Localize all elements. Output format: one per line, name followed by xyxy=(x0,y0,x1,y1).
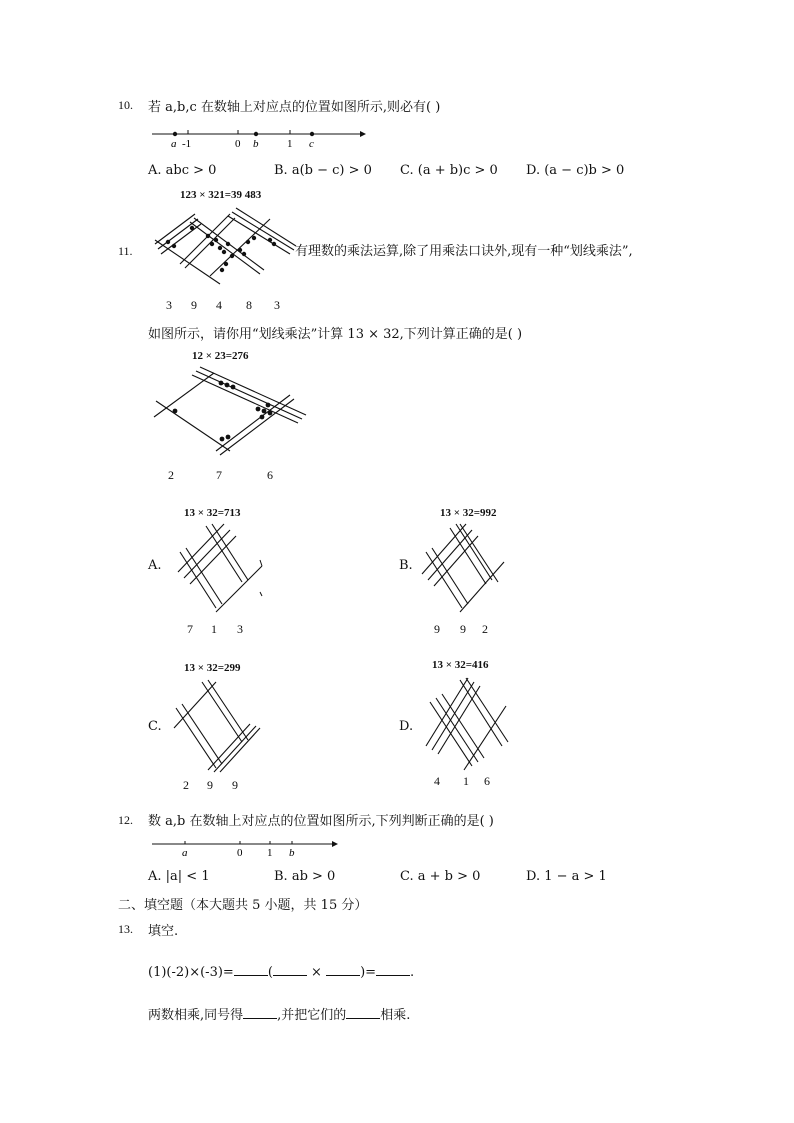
q11-demo-digit: 6 xyxy=(267,468,273,482)
q12-axis-label: 1 xyxy=(267,847,273,859)
q13-blank-3[interactable] xyxy=(326,963,360,976)
q12-option-c[interactable]: C. a + b > 0 xyxy=(400,869,481,884)
q11-stem-line1: 有理数的乘法运算,除了用乘法口诀外,现有一种“划线乘法”, xyxy=(295,244,633,259)
q13-number: 13. xyxy=(118,922,133,936)
q13-line1-text: (1)(-2)×(-3)= xyxy=(148,965,234,980)
q11-option-b-digit: 9 xyxy=(434,622,440,636)
q11-option-b-digit: 2 xyxy=(482,622,488,636)
q11-example-digit: 9 xyxy=(191,298,197,312)
q11-option-d-title: 13 × 32=416 xyxy=(432,659,489,671)
q13-blank-6[interactable] xyxy=(346,1006,380,1019)
q10-option-d[interactable]: D. (a − c)b > 0 xyxy=(526,163,625,178)
q12-number-line xyxy=(150,838,350,862)
q12-option-a[interactable]: A. |a| < 1 xyxy=(148,869,210,884)
q13-blank-4[interactable] xyxy=(376,963,410,976)
q10-option-b[interactable]: B. a(b − c) > 0 xyxy=(274,163,372,178)
q10-stem: 若 a,b,c 在数轴上对应点的位置如图所示,则必有( ) xyxy=(148,100,441,115)
q10-number: 10. xyxy=(118,98,133,112)
q11-option-c-digit: 9 xyxy=(207,778,213,792)
q11-option-d-digit: 1 xyxy=(463,774,469,788)
q11-example-digit: 3 xyxy=(166,298,172,312)
q11-demo-title: 12 × 23=276 xyxy=(192,350,249,362)
q11-option-c-digit: 2 xyxy=(183,778,189,792)
q11-option-c-figure[interactable] xyxy=(172,678,262,772)
q11-demo-digit: 7 xyxy=(216,468,222,482)
q13-blank-2[interactable] xyxy=(273,963,307,976)
q13-blank-1[interactable] xyxy=(234,963,268,976)
q11-option-a-figure[interactable] xyxy=(176,522,266,616)
q11-option-b-title: 13 × 32=992 xyxy=(440,507,497,519)
q10-point-a xyxy=(173,132,177,136)
q11-demo-digit: 2 xyxy=(168,468,174,482)
q11-option-b-digit: 9 xyxy=(460,622,466,636)
q12-axis-label: 0 xyxy=(237,847,243,859)
q12-option-d[interactable]: D. 1 − a > 1 xyxy=(526,869,607,884)
q11-option-a-digit: 7 xyxy=(187,622,193,636)
q10-axis-label: a xyxy=(171,138,177,150)
q10-point-b xyxy=(254,132,258,136)
q11-option-d-digit: 6 xyxy=(484,774,490,788)
q12-stem: 数 a,b 在数轴上对应点的位置如图所示,下列判断正确的是( ) xyxy=(148,814,494,829)
q11-option-d-digit: 4 xyxy=(434,774,440,788)
q13-line1-text: × xyxy=(306,965,327,980)
q10-axis-label: 0 xyxy=(235,138,241,150)
q10-option-c[interactable]: C. (a + b)c > 0 xyxy=(400,163,498,178)
q13-blank-5[interactable] xyxy=(243,1006,277,1019)
q13-line2-text: 相乘. xyxy=(380,1008,411,1023)
q10-axis-label: -1 xyxy=(182,138,192,150)
section-title: 二、填空题（本大题共 5 小题，共 15 分） xyxy=(118,898,368,913)
q13-line1-text: ( xyxy=(267,965,273,980)
q11-stem-line2: 如图所示，请你用“划线乘法”计算 13 × 32,下列计算正确的是( ) xyxy=(148,327,523,342)
q11-option-b-figure[interactable] xyxy=(420,522,510,616)
q11-option-b-letter[interactable]: B. xyxy=(399,558,413,573)
q11-option-a-letter[interactable]: A. xyxy=(148,558,162,573)
q12-axis-label: b xyxy=(289,847,295,859)
q10-option-a[interactable]: A. abc > 0 xyxy=(148,163,217,178)
q10-axis-label: 1 xyxy=(287,138,293,150)
q13-line1-text: . xyxy=(410,965,415,980)
q11-option-c-digit: 9 xyxy=(232,778,238,792)
q12-number: 12. xyxy=(118,813,133,827)
q11-example-title: 123 × 321=39 483 xyxy=(180,189,262,201)
q12-axis-label: a xyxy=(182,847,188,859)
q10-number-line xyxy=(150,124,370,154)
q10-axis-label: b xyxy=(253,138,259,150)
q13-line2-text: 两数相乘,同号得 xyxy=(148,1008,244,1023)
q13-line1 xyxy=(148,963,414,980)
q11-option-d-letter[interactable]: D. xyxy=(399,719,414,734)
q11-option-d-figure[interactable] xyxy=(424,676,514,772)
q10-axis-label: c xyxy=(309,138,314,150)
q11-example-figure xyxy=(150,204,296,290)
q11-option-c-title: 13 × 32=299 xyxy=(184,662,241,674)
q11-example-digit: 4 xyxy=(216,298,222,312)
q11-example-digit: 3 xyxy=(274,298,280,312)
q13-line2 xyxy=(148,1004,410,1023)
q13-line2-text: ,并把它们的 xyxy=(277,1008,347,1023)
q11-example-digit: 8 xyxy=(246,298,252,312)
q11-option-a-digit: 1 xyxy=(211,622,217,636)
q11-option-c-letter[interactable]: C. xyxy=(148,719,162,734)
q11-option-a-digit: 3 xyxy=(237,622,243,636)
q13-line1-text: )= xyxy=(360,965,377,980)
q10-point-c xyxy=(310,132,314,136)
q12-option-b[interactable]: B. ab > 0 xyxy=(274,869,336,884)
q13-stem: 填空. xyxy=(148,924,179,939)
q11-number: 11. xyxy=(118,244,133,258)
q11-demo-figure xyxy=(150,365,302,455)
q11-option-a-title: 13 × 32=713 xyxy=(184,507,241,519)
